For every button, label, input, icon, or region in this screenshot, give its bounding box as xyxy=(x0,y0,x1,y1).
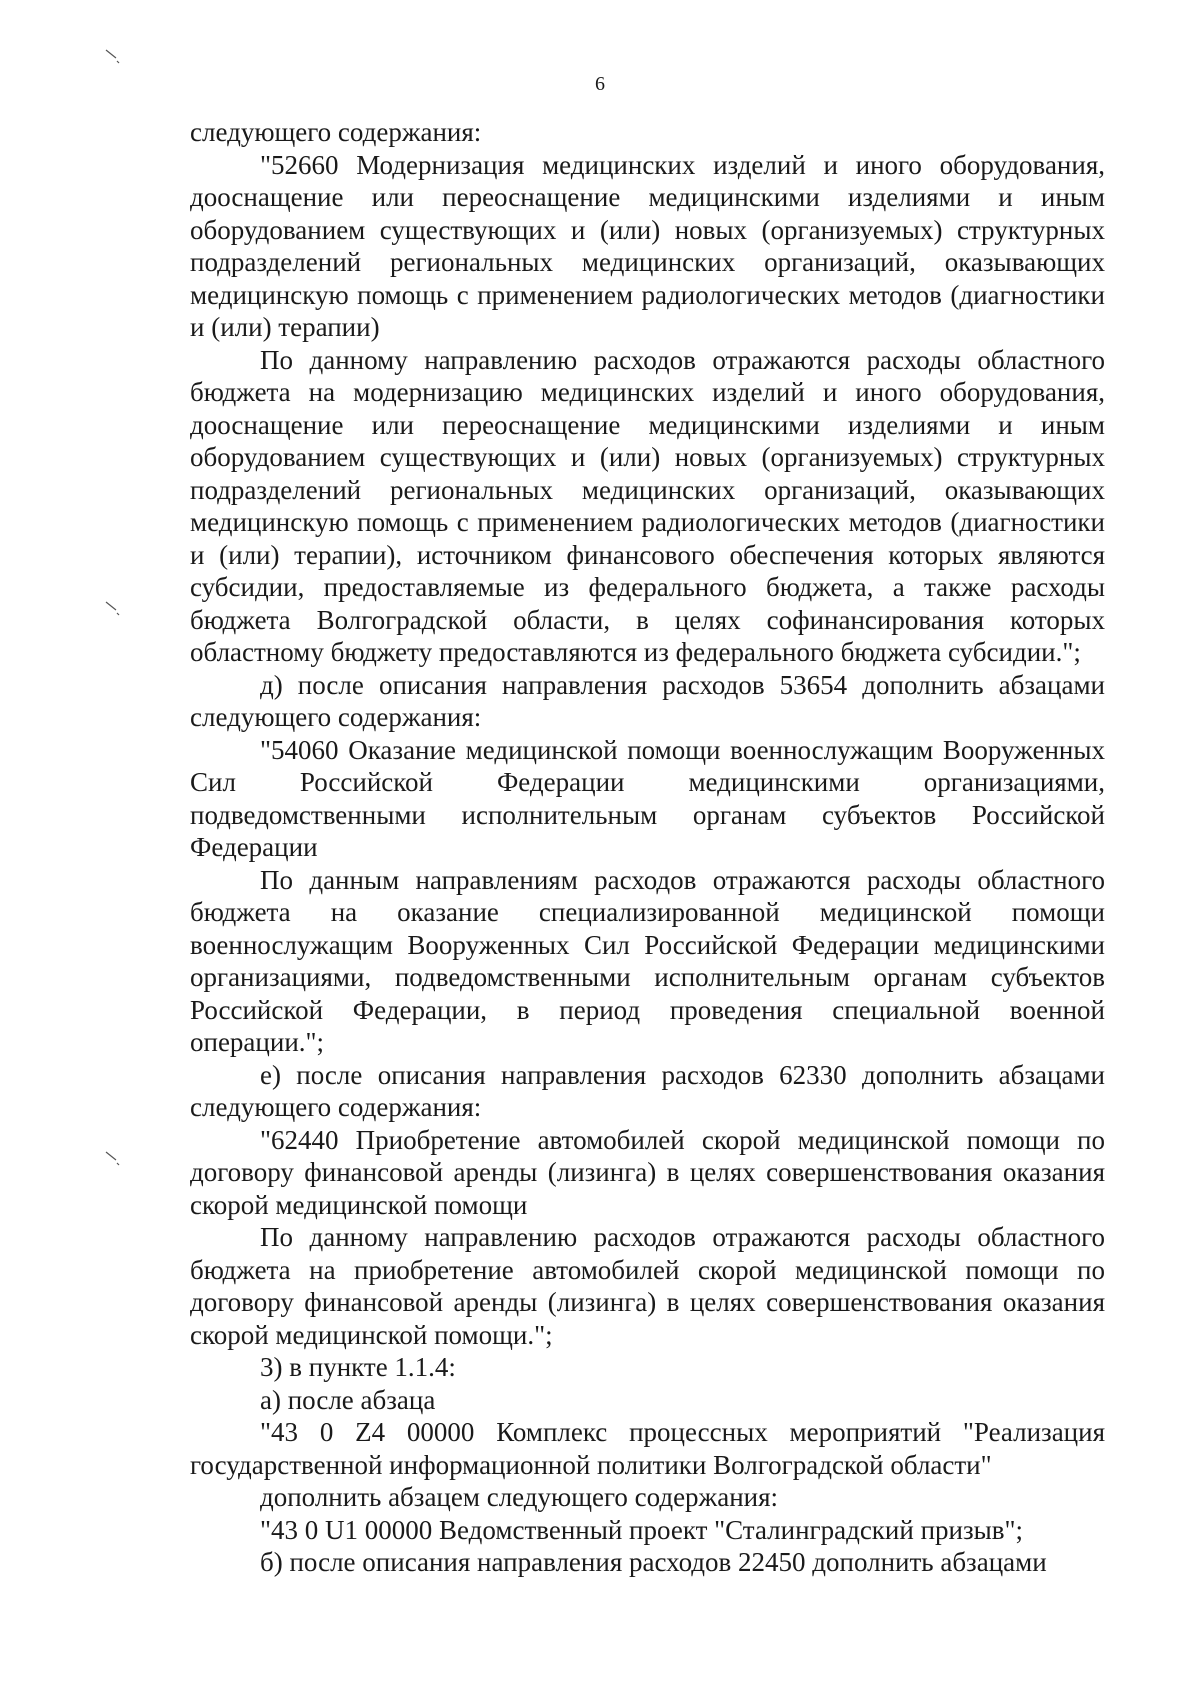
paragraph: "54060 Оказание медицинской помощи военнослужащим Вооруженных Сил Российской Федерации медицинскими организациями, подведомственными исполнительным органам субъектов Российской Федерации xyxy=(190,734,1105,862)
scan-mark xyxy=(104,600,124,618)
scan-mark xyxy=(104,48,124,66)
paragraph: 3) в пункте 1.1.4: xyxy=(260,1352,456,1382)
paragraph: следующего содержания: xyxy=(190,117,482,147)
paragraph: По данным направлениям расходов отражаются расходы областного бюджета на оказание специализированной медицинской помощи военнослужащим Вооруженных Сил Российской Федерации медицинскими организациями, подведомственными исполнительным органам субъектов Российской Федерации, в период проведения специальной военной операции."; xyxy=(190,864,1105,1057)
scan-mark xyxy=(104,1150,124,1168)
paragraph: "43 0 U1 00000 Ведомственный проект "Сталинградский призыв"; xyxy=(260,1514,1024,1545)
paragraph: а) после абзаца xyxy=(260,1384,436,1415)
paragraph: По данному направлению расходов отражаются расходы областного бюджета на приобретение автомобилей скорой медицинской помощи по договору финансовой аренды (лизинга) в целях совершенствования оказания скорой медицинской помощи."; xyxy=(190,1222,1105,1350)
document-body xyxy=(190,116,1105,1579)
paragraph: б) после описания направления расходов 22450 дополнить абзацами xyxy=(260,1547,1047,1577)
paragraph: По данному направлению расходов отражаются расходы областного бюджета на модернизацию медицинских изделий и иного оборудования, дооснащение или переоснащение медицинскими изделиями и иным оборудованием существующих и (или) новых (организуемых) структурных подразделений региональных медицинских организаций, оказывающих медицинскую помощь с применением радиологических методов (диагностики и (или) терапии), источником финансового обеспечения которых являются субсидии, предоставляемые из федерального бюджета, а также расходы бюджета Волгоградской области, в целях софинансирования которых областному бюджету предоставляются из федерального бюджета субсидии."; xyxy=(190,344,1105,667)
paragraph: дополнить абзацем следующего содержания: xyxy=(260,1482,779,1512)
page-number: 6 xyxy=(595,73,605,95)
paragraph: д) после описания направления расходов 53654 дополнить абзацами следующего содержания: xyxy=(190,669,1105,732)
paragraph: "43 0 Z4 00000 Комплекс процессных мероприятий "Реализация государственной информационной политики Волгоградской области" xyxy=(190,1417,1105,1480)
paragraph: е) после описания направления расходов 62330 дополнить абзацами следующего содержания: xyxy=(190,1059,1105,1122)
paragraph: "52660 Модернизация медицинских изделий и иного оборудования, дооснащение или переоснащение медицинскими изделиями и иным оборудованием существующих и (или) новых (организуемых) структурных подразделений региональных медицинских организаций, оказывающих медицинскую помощь с применением радиологических методов (диагностики и (или) терапии) xyxy=(190,149,1105,342)
paragraph: "62440 Приобретение автомобилей скорой медицинской помощи по договору финансовой аренды (лизинга) в целях совершенствования оказания скорой медицинской помощи xyxy=(190,1124,1105,1220)
